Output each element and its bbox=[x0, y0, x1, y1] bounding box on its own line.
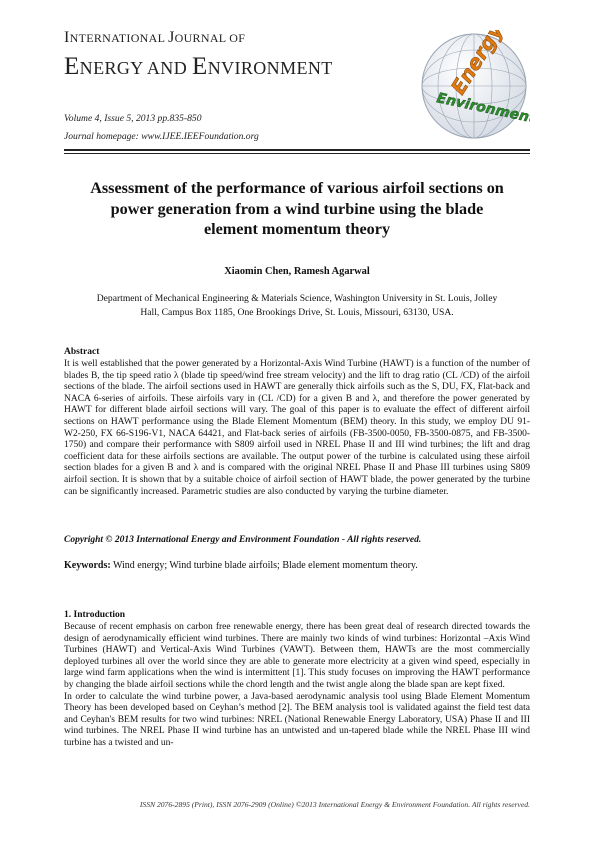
copyright-notice: Copyright © 2013 International Energy and Environment Foundation - All rights reserved. bbox=[64, 535, 422, 545]
section-heading-introduction: 1. Introduction bbox=[64, 610, 126, 620]
introduction-paragraph-1: Because of recent emphasis on carbon free renewable energy, there has been great deal of research directed towards the design of aerodynamically efficient wind turbines. There are mainly two kinds of wind turbines: Horizontal –Axis Wind Turbines (HAWT) and Vertical-Axis Wind Turbines (VAWT). Between them, HAWTs are the most commercially deployed turbines all over the world since they are able to generate more electricity at a given wind speed, especially in large wind farm applications when the wind is intermittent [1]. This study focuses on improving the HAWT performance by changing the blade airfoil sections while the chord length and the twist angle along the blade span are kept fixed. bbox=[64, 622, 530, 690]
journal-name-line1: INTERNATIONAL JOURNAL OF bbox=[64, 29, 246, 46]
keywords bbox=[64, 560, 530, 571]
keywords-text: Wind energy; Wind turbine blade airfoils; Blade element momentum theory. bbox=[110, 560, 418, 571]
globe-logo-icon bbox=[418, 30, 530, 142]
journal-name bbox=[64, 30, 444, 79]
journal-homepage: Journal homepage: www.IJEE.IEEFoundation.org bbox=[64, 131, 259, 142]
page-footer: ISSN 2076-2895 (Print), ISSN 2076-2909 (Online) ©2013 International Energy & Environment Foundation. All rights reserved. bbox=[139, 800, 530, 809]
header-rule-thin bbox=[64, 153, 530, 154]
article-title: Assessment of the performance of various airfoil sections on power generation from a wind turbine using the blade element momentum theory bbox=[90, 179, 504, 238]
author-affiliation: Department of Mechanical Engineering & Materials Science, Washington University in St. Louis, Jolley Hall, Campus Box 1185, One Brookings Drive, St. Louis, Missouri, 63130, USA. bbox=[96, 293, 498, 318]
issue-info bbox=[64, 110, 259, 146]
abstract-heading: Abstract bbox=[64, 347, 100, 357]
journal-logo bbox=[418, 30, 530, 142]
logo-word-environment: Environment bbox=[435, 90, 530, 127]
issue-volume: Volume 4, Issue 5, 2013 pp.835-850 bbox=[64, 113, 202, 124]
logo-word-energy: Energy bbox=[445, 30, 508, 99]
keywords-label: Keywords: bbox=[64, 560, 111, 571]
introduction-body bbox=[64, 622, 530, 750]
introduction-paragraph-2: In order to calculate the wind turbine power, a Java-based aerodynamic analysis tool using Blade Element Momentum Theory has been developed based on Ceyhan’s method [2]. The BEM analysis tool is validated against the field test data and Ceyhan's BEM results for two wind turbines: NREL (National Renewable Energy Laboratory, USA) Phase II and III wind turbines. The NREL Phase II wind turbine has an untwisted and un-tapered blade while the NREL Phase III wind turbine has a twisted and un- bbox=[64, 691, 530, 748]
abstract-text: It is well established that the power generated by a Horizontal-Axis Wind Turbine (HAWT) is a function of the number of blades B, the tip speed ratio λ (blade tip speed/wind free stream velocity) and the lift to drag ratio (CL /CD) of the airfoil sections of the blade. The airfoil sections used in HAWT are generally thick airfoils such as the S, DU, FX, Flat-back and NACA 6-series of airfoils. These airfoils vary in (CL /CD) for a given B and λ, and therefore the power generated by HAWT for different blade airfoil sections will vary. The goal of this paper is to evaluate the effect of different airfoil sections on HAWT performance using the Blade Element Momentum (BEM) theory. In this study, we employ DU 91-W2-250, FX 66-S196-V1, NACA 64421, and Flat-back series of airfoils (FB-3500-0050, FB-3500-0875, and FB-3500-1750) and compare their performance with S809 airfoil used in NREL Phase II and III wind turbines; the lift and drag coefficient data for these airfoils sections are available. The output power of the turbine is calculated using these airfoil section blades for a given B and λ and is compared with the original NREL Phase II and Phase III turbines using S809 airfoil section. It is shown that by a suitable choice of airfoil section of HAWT blade, the power generated by the turbine can be significantly increased. Parametric studies are also conducted by varying the turbine diameter. bbox=[64, 359, 530, 497]
header-rule-thick bbox=[64, 149, 530, 151]
article-authors: Xiaomin Chen, Ramesh Agarwal bbox=[224, 266, 370, 277]
journal-name-line2: ENERGY AND ENVIRONMENT bbox=[64, 53, 333, 80]
